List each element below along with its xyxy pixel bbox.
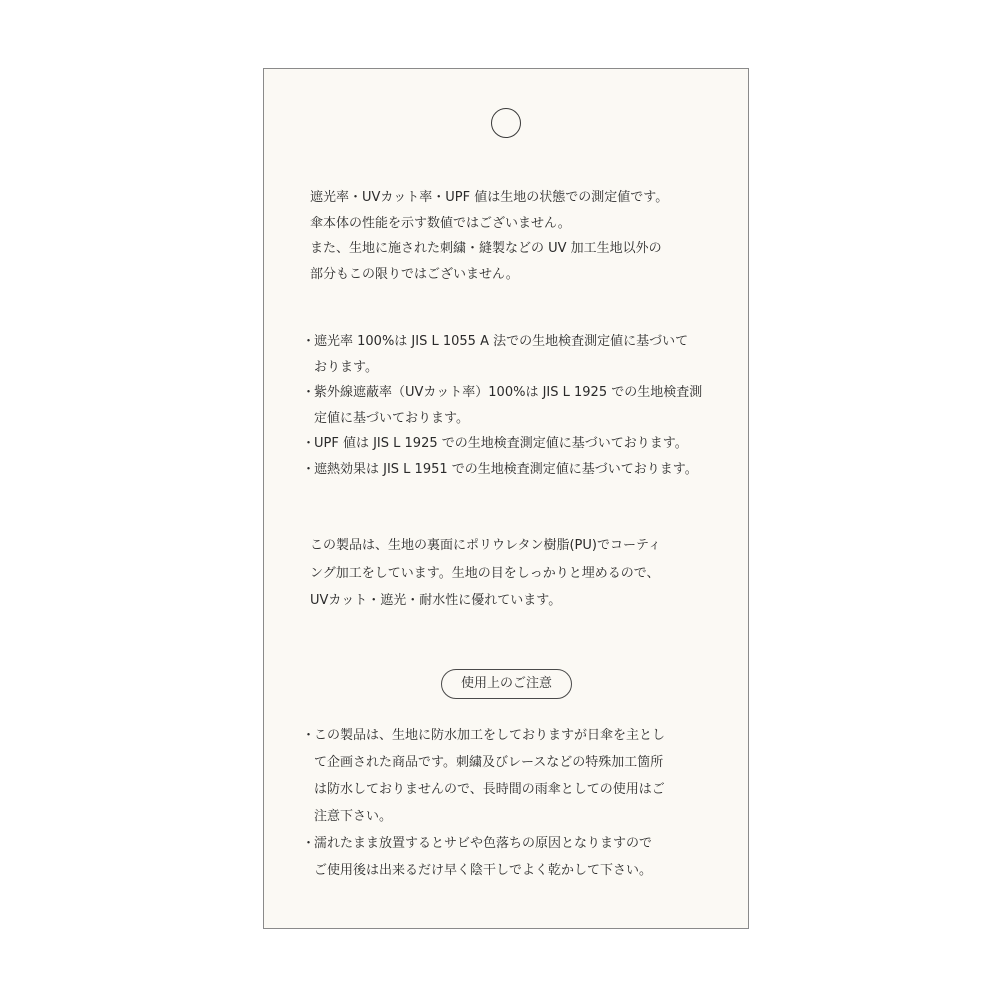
coating-description (310, 532, 661, 615)
measurement-disclaimer (310, 185, 668, 287)
bullet-mark: ・ (302, 436, 316, 451)
coating-line: この製品は、生地の裏面にポリウレタン樹脂(PU)でコーティ (310, 538, 661, 553)
hang-tag (263, 68, 749, 929)
test-note-item (302, 457, 702, 483)
tag-hole (491, 108, 521, 138)
test-note-item (302, 431, 702, 457)
bullet-mark: ・ (302, 728, 316, 743)
caution-line: て企画された商品です。刺繍及びレースなどの特殊加工箇所 (314, 755, 664, 770)
caution-list (302, 722, 665, 884)
test-note-line: UPF 値は JIS L 1925 での生地検査測定値に基づいております。 (314, 436, 688, 451)
disclaimer-line: 部分もこの限りではございません。 (310, 266, 519, 282)
caution-line: 濡れたまま放置するとサビや色落ちの原因となりますので (314, 836, 653, 851)
test-note-line: 遮熱効果は JIS L 1951 での生地検査測定値に基づいております。 (314, 461, 698, 477)
test-note-item (302, 380, 702, 431)
caution-line: 注意下さい。 (314, 809, 393, 824)
bullet-mark: ・ (302, 385, 316, 400)
caution-item (302, 722, 665, 830)
caution-item (302, 830, 665, 884)
test-note-item (302, 329, 702, 380)
caution-line: は防水しておりませんので、長時間の雨傘としての使用はご (314, 782, 665, 797)
caution-heading: 使用上のご注意 (441, 669, 572, 699)
disclaimer-line: 傘本体の性能を示す数値ではございません。 (310, 215, 571, 231)
test-note-line: 遮光率 100%は JIS L 1055 A 法での生地検査測定値に基づいて (314, 334, 689, 349)
disclaimer-line: また、生地に施された刺繍・縫製などの UV 加工生地以外の (310, 241, 662, 256)
test-note-line: おります。 (314, 359, 378, 375)
test-note-line: 紫外線遮蔽率（UVカット率）100%は JIS L 1925 での生地検査測 (314, 385, 703, 400)
bullet-mark: ・ (302, 461, 316, 477)
disclaimer-line: 遮光率・UVカット率・UPF 値は生地の状態での測定値です。 (310, 190, 669, 205)
bullet-mark: ・ (302, 334, 316, 349)
test-note-line: 定値に基づいております。 (314, 410, 469, 426)
caution-line: ご使用後は出来るだけ早く陰干しでよく乾かして下さい。 (314, 863, 653, 878)
caution-line: この製品は、生地に防水加工をしておりますが日傘を主とし (314, 728, 666, 743)
bullet-mark: ・ (302, 836, 316, 851)
coating-line: ング加工をしています。生地の目をしっかりと埋めるので、 (310, 565, 660, 581)
test-notes-list (302, 329, 702, 482)
coating-line: UVカット・遮光・耐水性に優れています。 (310, 593, 562, 608)
